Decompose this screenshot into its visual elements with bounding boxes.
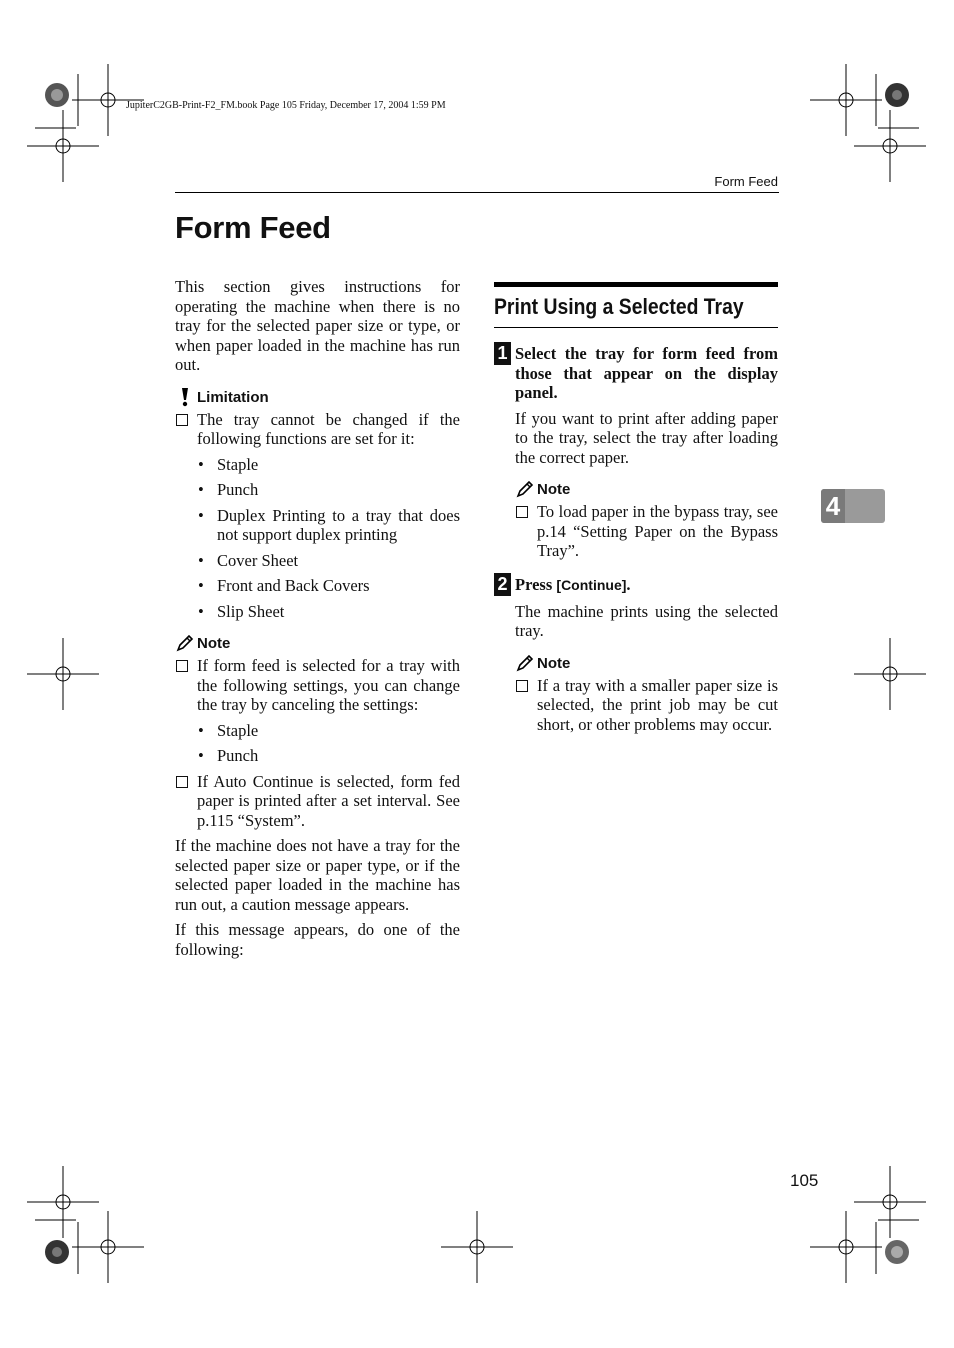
pencil-icon bbox=[175, 633, 195, 653]
pencil-icon bbox=[515, 653, 535, 673]
list-item: • Slip Sheet bbox=[198, 601, 285, 621]
list-item: • Punch bbox=[198, 746, 259, 765]
note-heading bbox=[175, 633, 460, 653]
intro-paragraph: This section gives instructions for operating the machine when there is no tray for the selected paper size or type, or when paper loaded in the machine has run out. bbox=[175, 277, 460, 374]
pencil-icon bbox=[515, 479, 535, 499]
note-heading-text: Note bbox=[537, 481, 571, 498]
step-body: If you want to print after adding paper to the tray, select the tray after loading the correct paper. bbox=[515, 408, 778, 467]
checkbox-icon bbox=[176, 660, 188, 672]
checkbox-icon bbox=[516, 680, 528, 692]
note-item: If form feed is selected for a tray with the following settings, you can change the tray by canceling the settings: bbox=[175, 656, 460, 715]
note-heading bbox=[515, 653, 778, 673]
checkbox-icon bbox=[516, 506, 528, 518]
list-item: • Cover Sheet bbox=[198, 550, 299, 570]
limitation-heading bbox=[175, 387, 460, 407]
list-item: • Staple bbox=[198, 720, 259, 740]
page-number: 105 bbox=[790, 1171, 819, 1190]
section-rule bbox=[494, 327, 778, 328]
chapter-tab bbox=[821, 489, 885, 523]
step-text: Select the tray for form feed from those that appear on the display panel. bbox=[515, 344, 778, 402]
right-column bbox=[494, 282, 778, 740]
page-title: Form Feed bbox=[175, 210, 331, 245]
step-number: 1 bbox=[494, 342, 511, 365]
limitation-item: The tray cannot be changed if the following functions are set for it: bbox=[175, 410, 460, 449]
list-item: • Punch bbox=[198, 480, 259, 499]
note-item: To load paper in the bypass tray, see p.14 “Setting Paper on the Bypass Tray”. bbox=[515, 502, 778, 561]
step-body: The machine prints using the selected tray. bbox=[515, 601, 778, 640]
header-rule bbox=[175, 192, 779, 193]
step-2 bbox=[494, 575, 778, 596]
note-heading-text: Note bbox=[537, 654, 571, 672]
note-bullets bbox=[175, 721, 460, 766]
continue-key-label: [Continue] bbox=[556, 576, 627, 593]
note-heading-text: Note bbox=[197, 635, 231, 652]
running-head: Form Feed bbox=[714, 174, 778, 189]
book-info: JupiterC2GB-Print-F2_FM.book Page 105 Friday, December 17, 2004 1:59 PM bbox=[126, 100, 446, 111]
step-number: 2 bbox=[494, 573, 511, 596]
step-1 bbox=[494, 344, 778, 403]
list-item: • Front and Back Covers bbox=[198, 576, 370, 595]
body-paragraph: If this message appears, do one of the following: bbox=[175, 920, 460, 959]
exclamation-icon bbox=[175, 387, 195, 407]
checkbox-icon bbox=[176, 776, 188, 788]
limitation-bullets bbox=[175, 455, 460, 622]
left-column bbox=[175, 277, 460, 965]
chapter-number: 4 bbox=[821, 489, 845, 523]
note-heading bbox=[515, 479, 778, 499]
section-rule bbox=[494, 282, 778, 287]
limitation-heading-text: Limitation bbox=[197, 388, 269, 406]
checkbox-icon bbox=[176, 414, 188, 426]
list-item: • Staple bbox=[198, 454, 259, 474]
note-item: If a tray with a smaller paper size is selected, the print job may be cut short, or other problems may occur. bbox=[515, 676, 778, 735]
section-title: Print Using a Selected Tray bbox=[494, 294, 744, 319]
step-text: Press [Continue]. bbox=[515, 574, 631, 594]
list-item: • Duplex Printing to a tray that does not support duplex printing bbox=[198, 505, 460, 544]
note-item: If Auto Continue is selected, form fed paper is printed after a set interval. See p.115 “System”. bbox=[175, 772, 460, 831]
body-paragraph: If the machine does not have a tray for the selected paper size or paper type, or if the selected paper loaded in the machine has run out, a caution message appears. bbox=[175, 836, 460, 914]
